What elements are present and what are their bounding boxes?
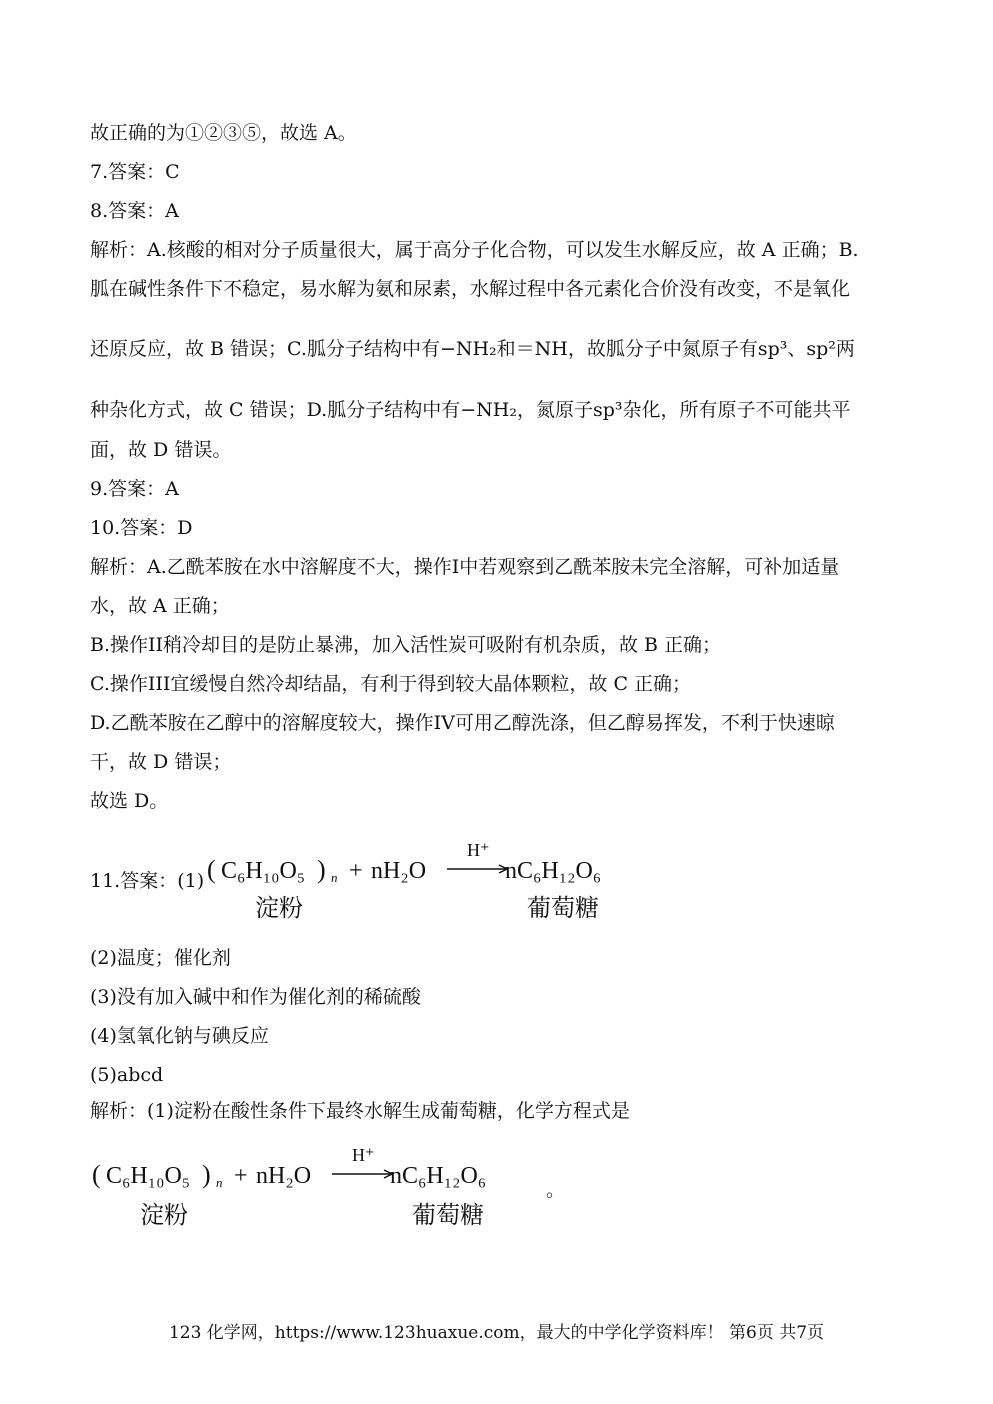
analysis-8-line-2: 胍在碱性条件下不稳定，易水解为氨和尿素，水解过程中各元素化合价没有改变，不是氧化 bbox=[90, 278, 851, 300]
eq2-product: nC₆H₁₂O₆ bbox=[390, 1163, 487, 1189]
analysis-10-line-3: B.操作II稍冷却目的是防止暴沸，加入活性炭可吸附有机杂质，故 B 正确； bbox=[90, 634, 722, 656]
eq-n-sub: n bbox=[331, 870, 338, 885]
analysis-11-equation-row bbox=[90, 1145, 900, 1245]
eq2-reactant-name: 淀粉 bbox=[140, 1201, 188, 1229]
eq-lparen: ( bbox=[207, 855, 216, 884]
eq-product-name: 葡萄糖 bbox=[527, 894, 599, 922]
eq2-product-name: 葡萄糖 bbox=[412, 1201, 484, 1229]
answer-11-part-2: (2)温度；催化剂 bbox=[90, 947, 231, 969]
answer-7: 7.答案：C bbox=[90, 161, 180, 183]
answer-11-part-5: (5)abcd bbox=[90, 1064, 164, 1086]
analysis-8-line-4: 种杂化方式，故 C 错误；D.胍分子结构中有−NH₂，氮原子sp³杂化，所有原子不可能共平 bbox=[90, 399, 851, 421]
answer-8: 8.答案：A bbox=[90, 200, 179, 222]
analysis-10-line-1: 解析：A.乙酰苯胺在水中溶解度不大，操作I中若观察到乙酰苯胺未完全溶解，可补加适量 bbox=[90, 556, 840, 578]
eq2-rparen: ) bbox=[202, 1160, 211, 1189]
analysis-8-line-1: 解析：A.核酸的相对分子质量很大，属于高分子化合物，可以发生水解反应，故 A 正确；B. bbox=[90, 239, 859, 261]
eq-plus: + bbox=[349, 858, 363, 884]
analysis-8-line-5: 面，故 D 错误。 bbox=[90, 439, 232, 461]
eq-reactant-name: 淀粉 bbox=[255, 894, 303, 922]
text-line-1: 故正确的为①②③⑤，故选 A。 bbox=[90, 122, 357, 144]
eq2-lparen: ( bbox=[92, 1160, 101, 1189]
answer-11-part-3: (3)没有加入碱中和作为催化剂的稀硫酸 bbox=[90, 986, 421, 1008]
equation-end-mark: 。 bbox=[546, 1179, 566, 1201]
analysis-10-line-7: 故选 D。 bbox=[90, 790, 169, 812]
answer-10: 10.答案：D bbox=[90, 517, 193, 539]
analysis-10-line-4: C.操作III宜缓慢自然冷却结晶，有利于得到较大晶体颗粒，故 C 正确； bbox=[90, 673, 692, 695]
analysis-11-line-1: 解析：(1)淀粉在酸性条件下最终水解生成葡萄糖，化学方程式是 bbox=[90, 1100, 630, 1122]
hydrolysis-equation-2 bbox=[90, 1145, 520, 1237]
eq2-catalyst: H⁺ bbox=[352, 1145, 375, 1165]
eq-product: nC₆H₁₂O₆ bbox=[505, 858, 602, 884]
analysis-10-line-2: 水，故 A 正确； bbox=[90, 595, 230, 617]
answer-9: 9.答案：A bbox=[90, 478, 179, 500]
eq-rparen: ) bbox=[317, 855, 326, 884]
eq2-n-sub: n bbox=[216, 1175, 223, 1190]
answer-11-part-4: (4)氢氧化钠与碘反应 bbox=[90, 1025, 269, 1047]
eq2-plus: + bbox=[234, 1163, 248, 1189]
eq-reactant: C₆H₁₀O₅ bbox=[221, 858, 306, 884]
answer-11-label: 11.答案：(1) bbox=[90, 870, 205, 892]
eq2-water: nH₂O bbox=[256, 1163, 312, 1189]
eq2-reactant: C₆H₁₀O₅ bbox=[106, 1163, 191, 1189]
eq-catalyst: H⁺ bbox=[467, 840, 490, 860]
eq-water: nH₂O bbox=[371, 858, 427, 884]
analysis-10-line-6: 干，故 D 错误； bbox=[90, 751, 232, 773]
answer-11-row bbox=[90, 842, 900, 932]
hydrolysis-equation-1 bbox=[205, 842, 635, 932]
analysis-10-line-5: D.乙酰苯胺在乙醇中的溶解度较大，操作IV可用乙醇洗涤，但乙醇易挥发，不利于快速晾 bbox=[90, 712, 835, 734]
page-footer: 123 化学网，https://www.123huaxue.com，最大的中学化学资料库！ 第6页 共7页 bbox=[168, 1323, 825, 1343]
analysis-8-line-3: 还原反应，故 B 错误；C.胍分子结构中有−NH₂和＝NH，故胍分子中氮原子有sp³、sp²两 bbox=[90, 338, 855, 360]
